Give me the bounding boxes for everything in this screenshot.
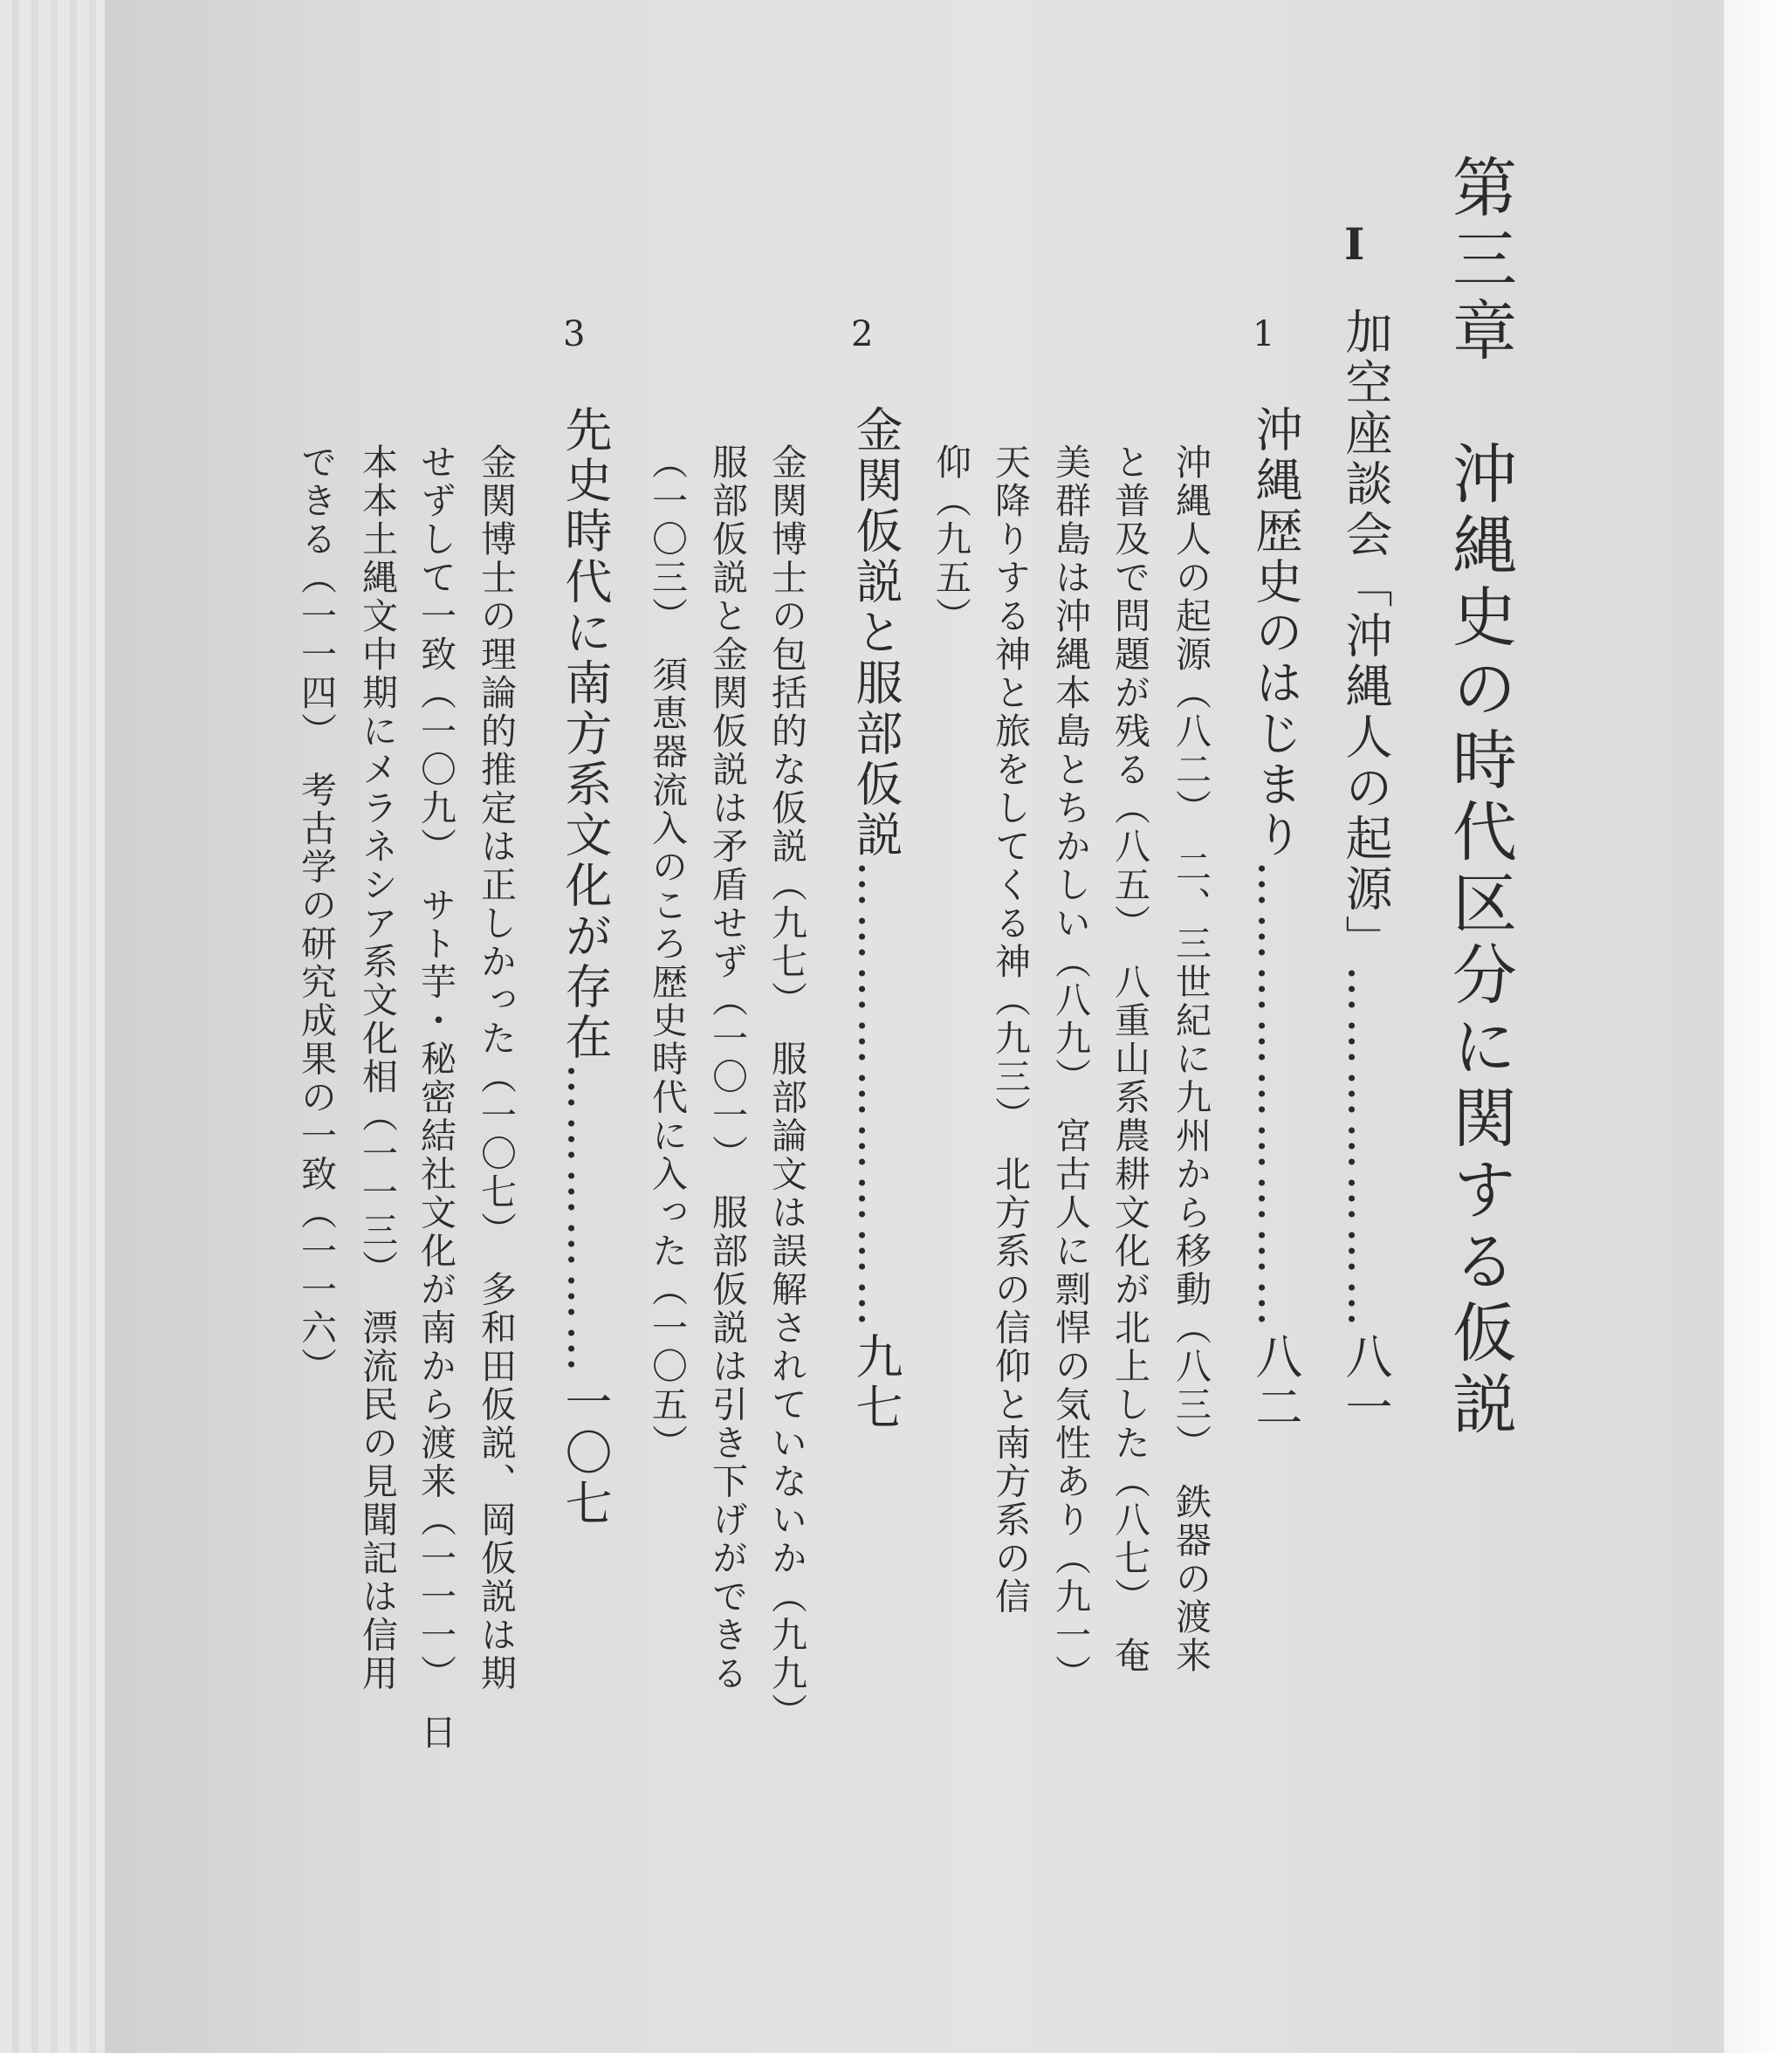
section-3-page: 一〇七: [558, 1377, 613, 1529]
section-2-title: 金関仮説と服部仮説: [848, 405, 903, 861]
part-entry: [1332, 307, 1399, 1433]
section-2-line: 金関博士の包括的な仮説（九七） 服部論文は誤解されていないか（九九）: [766, 443, 807, 1732]
section-2-leader: ………………………: [848, 861, 903, 1332]
section-1-line: 仰（九五）: [930, 443, 972, 635]
section-1-entry: [1242, 405, 1309, 1433]
section-3-line: できる（一一四） 考古学の研究成果の一致（一一六）: [295, 443, 337, 1386]
section-2-page: 九七: [848, 1332, 903, 1433]
section-2-number: 2: [851, 314, 874, 354]
section-3-line: 本本土縄文中期にメラネシア系文化相（一一三） 漂流民の見聞記は信用: [356, 443, 398, 1693]
section-1-line: 天降りする神と旅をしてくる神（九三） 北方系の信仰と南方系の信: [989, 443, 1031, 1617]
background-cover: [0, 0, 105, 2053]
part-page: 八一: [1338, 1332, 1393, 1433]
section-3-line: 金関博士の理論的推定は正しかった（一〇七） 多和田仮説、岡仮説は期: [475, 443, 517, 1693]
section-3-line: せずして一致（一〇九） サト芋・秘密結社文化が南から渡来（一一一） 日: [415, 443, 457, 1752]
section-3-leader: ………………: [558, 1063, 613, 1377]
section-1-line: 沖縄人の起源（八二） 二、三世紀に九州から移動（八三） 鉄器の渡来: [1170, 443, 1212, 1675]
part-number: I: [1344, 218, 1365, 270]
part-title: 加空座談会「沖縄人の起源」: [1338, 307, 1393, 965]
section-3-number: 3: [563, 314, 586, 354]
section-1-page: 八二: [1248, 1332, 1303, 1433]
section-3-title: 先史時代に南方系文化が存在: [558, 405, 613, 1063]
section-2-line: 服部仮説と金関仮説は矛盾せず（一〇一） 服部仮説は引き下げができる: [706, 443, 748, 1693]
part-leader: …………………: [1338, 965, 1393, 1332]
section-2-entry: [842, 405, 910, 1433]
section-3-entry: [552, 405, 619, 1529]
chapter-title: 第三章 沖縄史の時代区分に関する仮説: [1442, 154, 1517, 1442]
section-1-number: 1: [1253, 314, 1275, 354]
section-1-line: 美群島は沖縄本島とちかしい（八九） 宮古人に剽悍の気性あり（九一）: [1049, 443, 1091, 1693]
page-edge: [1724, 0, 1792, 2053]
section-2-line: （一〇三） 須恵器流入のころ歴史時代に入った（一〇五）: [646, 443, 688, 1463]
section-1-title: 沖縄歴史のはじまり: [1248, 405, 1303, 861]
section-1-line: と普及で問題が残る（八五） 八重山系農耕文化が北上した（八七） 奄: [1109, 443, 1150, 1675]
section-1-leader: ………………………: [1248, 861, 1303, 1332]
